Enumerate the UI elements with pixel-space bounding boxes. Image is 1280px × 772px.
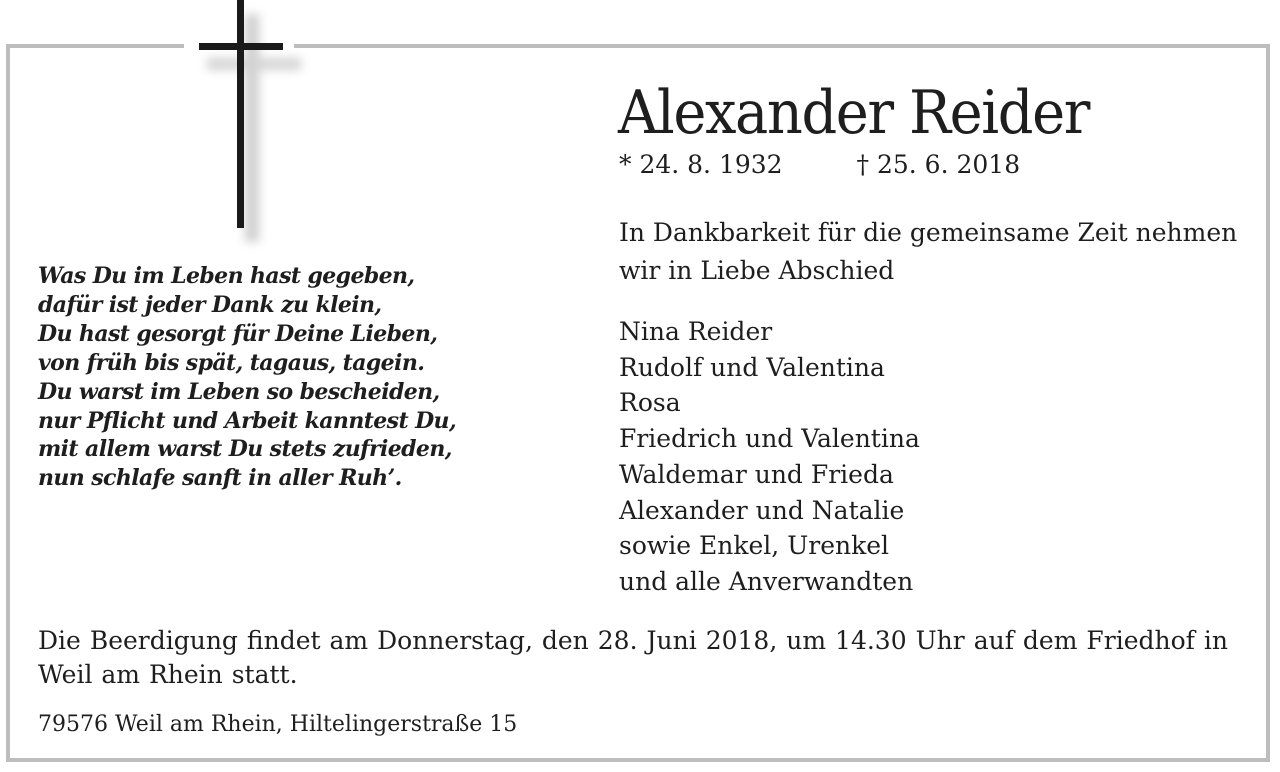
mourner-item: Nina Reider bbox=[619, 317, 773, 346]
mourner-item: Rosa bbox=[619, 388, 681, 418]
deceased-name: Alexander Reider bbox=[618, 78, 1089, 148]
mourner-item: Rudolf und Valentina bbox=[619, 352, 885, 382]
farewell-line: wir in Liebe Abschied bbox=[619, 256, 895, 285]
poem-line: Was Du im Leben hast gegeben, bbox=[38, 263, 415, 289]
cross-bar-vertical bbox=[237, 0, 244, 228]
mourner-item: Waldemar und Frieda bbox=[619, 459, 894, 489]
poem-line: mit allem warst Du stets zufrieden, bbox=[38, 436, 452, 463]
mourner-item: sowie Enkel, Urenkel bbox=[619, 531, 890, 561]
mourners-list bbox=[619, 314, 920, 600]
cross-bar-horizontal bbox=[199, 43, 283, 50]
poem-line: von früh bis spät, tagaus, tagein. bbox=[38, 349, 425, 376]
life-dates bbox=[619, 150, 1020, 180]
cross-icon bbox=[199, 0, 285, 228]
poem-line: Du hast gesorgt für Deine Lieben, bbox=[38, 320, 438, 347]
mourner-item: Alexander und Natalie bbox=[619, 495, 905, 525]
farewell-line: In Dankbarkeit für die gemeinsame Zeit nehmen bbox=[619, 218, 1238, 247]
birth-date: * 24. 8. 1932 bbox=[619, 150, 783, 179]
poem-line: nun schlafe sanft in aller Ruh’. bbox=[38, 465, 402, 492]
poem bbox=[38, 262, 498, 493]
mourner-item: Friedrich und Valentina bbox=[619, 424, 920, 454]
mourner-item: und alle Anverwandten bbox=[619, 566, 914, 596]
death-date: † 25. 6. 2018 bbox=[856, 150, 1021, 179]
poem-line: Du warst im Leben so bescheiden, bbox=[38, 378, 440, 405]
farewell-text bbox=[619, 214, 1249, 290]
poem-line: dafür ist jeder Dank zu klein, bbox=[38, 291, 382, 318]
funeral-notice: Die Beerdigung findet am Donnerstag, den 28. Juni 2018, um 14.30 Uhr auf dem Friedhof in Weil am Rhein statt. bbox=[38, 626, 1228, 689]
address: 79576 Weil am Rhein, Hiltelingerstraße 15 bbox=[38, 712, 518, 737]
cross-shadow-horizontal bbox=[207, 58, 301, 70]
poem-line: nur Pflicht und Arbeit kanntest Du, bbox=[38, 407, 457, 434]
